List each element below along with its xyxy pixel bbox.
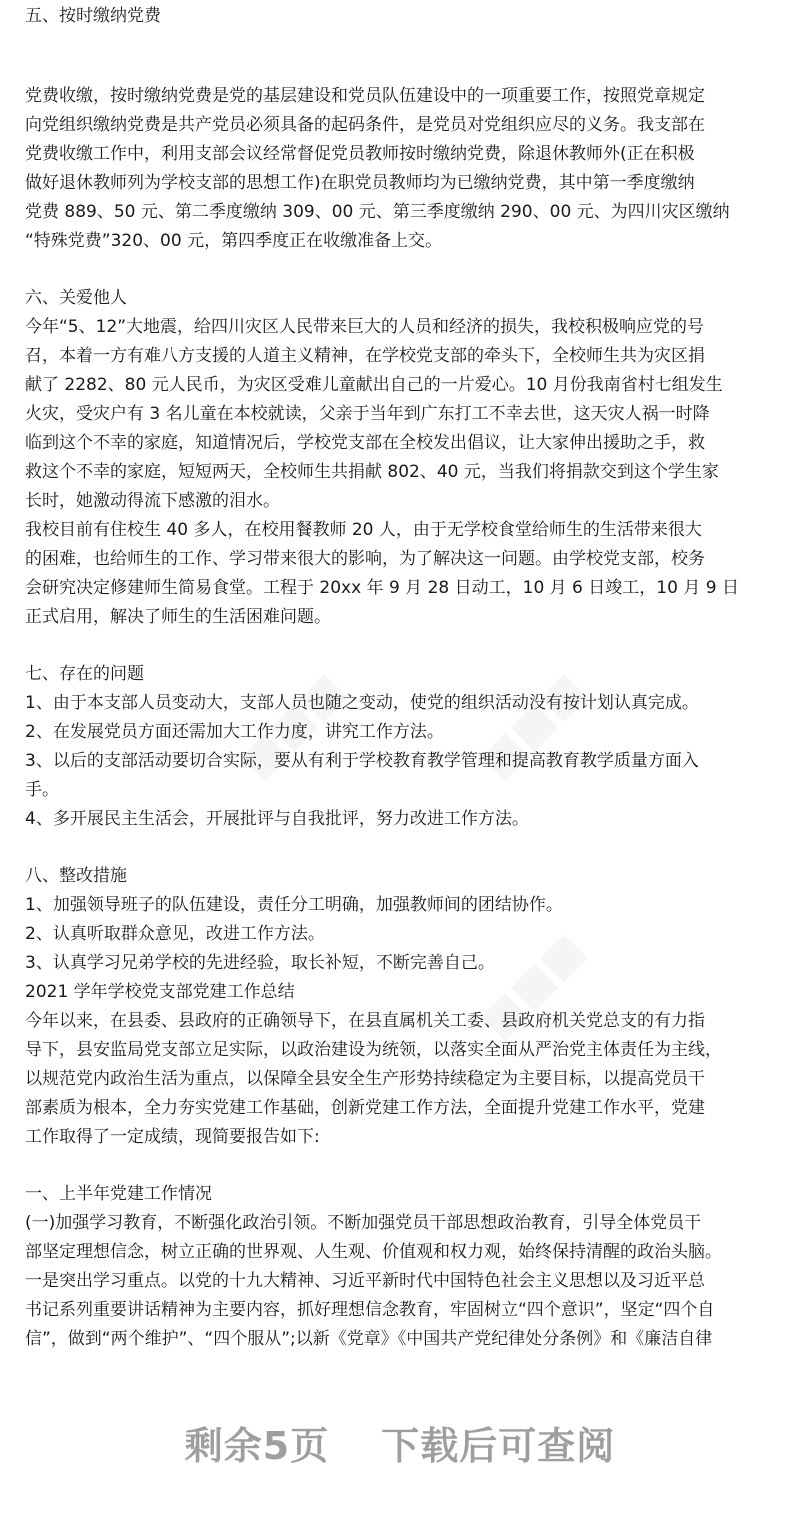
section-heading-7: 七、存在的问题 xyxy=(25,664,144,684)
section-heading-1: 一、上半年党建工作情况 xyxy=(25,1184,212,1204)
download-to-view-label: 下载后可查阅 xyxy=(381,1423,616,1468)
document-subtitle: 2021 学年学校党支部党建工作总结 xyxy=(25,982,295,1002)
paragraph-line: “特殊党费”320、00 元，第四季度正在收缴准备上交。 xyxy=(25,231,443,251)
paragraph-line: 部素质为根本，全力夯实党建工作基础，创新党建工作方法，全面提升党建工作水平，党建 xyxy=(25,1098,705,1118)
watermark: ■■■ xyxy=(470,663,595,788)
paragraph-line: 献了 2282、80 元人民币，为灾区受难儿童献出自己的一片爱心。10 月份我南省村七组发生 xyxy=(25,375,723,395)
list-item: 手。 xyxy=(25,780,59,800)
paragraph-line: 会研究决定修建师生简易食堂。工程于 20xx 年 9 月 28 日动工，10 月 6 日竣工，10 月 9 日 xyxy=(25,578,739,598)
paragraph-line: 书记系列重要讲话精神为主要内容，抓好理想信念教育，牢固树立“四个意识”，坚定“四个自 xyxy=(25,1300,715,1320)
list-item: 3、以后的支部活动要切合实际，要从有利于学校教育教学管理和提高教育教学质量方面入 xyxy=(25,751,699,771)
list-item: 2、在发展党员方面还需加大工作力度，讲究工作方法。 xyxy=(25,722,444,742)
list-item: 4、多开展民主生活会，开展批评与自我批评，努力改进工作方法。 xyxy=(25,809,529,829)
paragraph-line: 信”，做到“两个维护”、“四个服从”;以新《党章》《中国共产党纪律处分条例》和《廉洁自律 xyxy=(25,1329,713,1349)
paragraph-line: 今年“5、12”大地震，给四川灾区人民带来巨大的人员和经济的损失，我校积极响应党的号 xyxy=(25,317,705,337)
paragraph-line: 部坚定理想信念，树立正确的世界观、人生观、价值观和权力观，始终保持清醒的政治头脑。 xyxy=(25,1242,722,1262)
paragraph-line: 的困难，也给师生的工作、学习带来很大的影响，为了解决这一问题。由学校党支部，校务 xyxy=(25,549,705,569)
paragraph-line: 正式启用，解决了师生的生活困难问题。 xyxy=(25,607,331,627)
paragraph-line: 党费收缴，按时缴纳党费是党的基层建设和党员队伍建设中的一项重要工作，按照党章规定 xyxy=(25,86,705,106)
section-heading-8: 八、整改措施 xyxy=(25,866,127,886)
section-heading-5: 五、按时缴纳党费 xyxy=(25,6,161,26)
paragraph-line: 以规范党内政治生活为重点，以保障全县安全生产形势持续稳定为主要目标，以提高党员干 xyxy=(25,1069,705,1089)
paragraph-line: (一)加强学习教育，不断强化政治引领。不断加强党员干部思想政治教育，引导全体党员干 xyxy=(25,1213,702,1233)
paragraph-line: 今年以来，在县委、县政府的正确领导下，在县直属机关工委、县政府机关党总支的有力指 xyxy=(25,1011,705,1031)
paragraph-line: 我校目前有住校生 40 多人，在校用餐教师 20 人，由于无学校食堂给师生的生活带来很大 xyxy=(25,520,702,540)
paragraph-line: 火灾，受灾户有 3 名儿童在本校就读，父亲于当年到广东打工不幸去世，这天灾人祸一时降 xyxy=(25,404,710,424)
remaining-pages-label: 剩余5页 xyxy=(184,1423,330,1468)
list-item: 3、认真学习兄弟学校的先进经验，取长补短，不断完善自己。 xyxy=(25,953,495,973)
list-item: 1、加强领导班子的队伍建设，责任分工明确，加强教师间的团结协作。 xyxy=(25,895,563,915)
paragraph-line: 长时，她激动得流下感激的泪水。 xyxy=(25,491,280,511)
paragraph-line: 向党组织缴纳党费是共产党员必须具备的起码条件，是党员对党组织应尽的义务。我支部在 xyxy=(25,115,705,135)
paragraph-line: 做好退休教师列为学校支部的思想工作)在职党员教师均为已缴纳党费，其中第一季度缴纳 xyxy=(25,173,695,193)
paragraph-line: 召，本着一方有难八方支援的人道主义精神，在学校党支部的牵头下，全校师生共为灾区捐 xyxy=(25,346,705,366)
paragraph-line: 一是突出学习重点。以党的十九大精神、习近平新时代中国特色社会主义思想以及习近平总 xyxy=(25,1271,705,1291)
paragraph-line: 工作取得了一定成绩，现简要报告如下: xyxy=(25,1127,320,1147)
paragraph-line: 党费收缴工作中，利用支部会议经常督促党员教师按时缴纳党费，除退休教师外(正在积极 xyxy=(25,144,695,164)
list-item: 2、认真听取群众意见，改进工作方法。 xyxy=(25,924,325,944)
paragraph-line: 临到这个不幸的家庭，知道情况后，学校党支部在全校发出倡议，让大家伸出援助之手，救 xyxy=(25,433,705,453)
watermark: ■■■ xyxy=(230,663,355,788)
watermark: ■■■ xyxy=(470,923,595,1048)
paragraph-line: 导下，县安监局党支部立足实际，以政治建设为统领，以落实全面从严治党主体责任为主线， xyxy=(25,1040,722,1060)
paragraph-line: 救这个不幸的家庭，短短两天，全校师生共捐献 802、40 元，当我们将捐款交到这个学生家 xyxy=(25,462,719,482)
download-prompt-banner[interactable] xyxy=(0,1412,800,1472)
section-heading-6: 六、关爱他人 xyxy=(25,288,127,308)
paragraph-line: 党费 889、50 元、第二季度缴纳 309、00 元、第三季度缴纳 290、00 元、为四川灾区缴纳 xyxy=(25,202,730,222)
list-item: 1、由于本支部人员变动大，支部人员也随之变动，使党的组织活动没有按计划认真完成。 xyxy=(25,693,699,713)
